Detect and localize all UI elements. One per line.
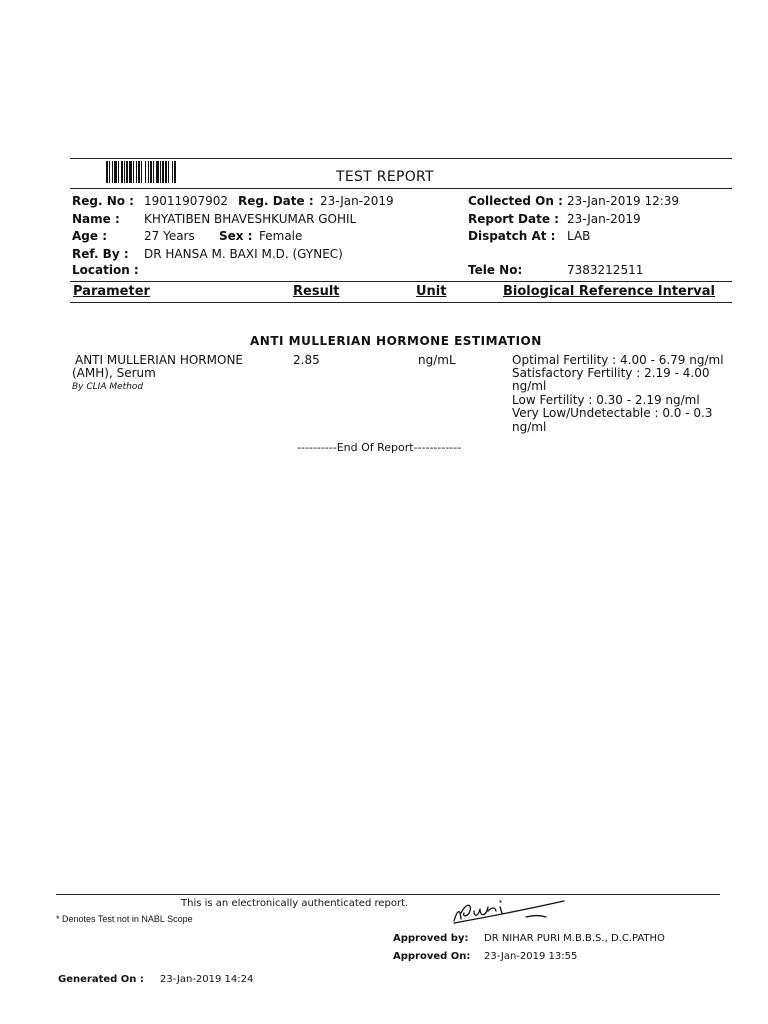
report-date-label: Report Date : bbox=[468, 212, 559, 226]
section-title: ANTI MULLERIAN HORMONE ESTIMATION bbox=[250, 334, 542, 348]
age-label: Age : bbox=[72, 229, 107, 243]
collected-on-label: Collected On : bbox=[468, 194, 563, 208]
auth-note: This is an electronically authenticated report. bbox=[181, 898, 409, 909]
ref-by-value: DR HANSA M. BAXI M.D. (GYNEC) bbox=[144, 247, 343, 261]
sex-value: Female bbox=[259, 229, 303, 243]
reg-no-label: Reg. No : bbox=[72, 194, 134, 208]
tele-value: 7383212511 bbox=[567, 263, 644, 277]
reference-line-3: ng/ml bbox=[512, 379, 547, 393]
table-header-rule bbox=[70, 302, 732, 303]
nabl-note: * Denotes Test not in NABL Scope bbox=[56, 914, 193, 924]
sex-label: Sex : bbox=[219, 229, 253, 243]
end-of-report: ----------End Of Report------------ bbox=[297, 441, 462, 454]
barcode bbox=[106, 161, 198, 183]
report-title: TEST REPORT bbox=[336, 169, 434, 185]
top-rule bbox=[70, 158, 732, 159]
signature bbox=[448, 895, 566, 929]
approved-on-label: Approved On: bbox=[393, 951, 471, 962]
name-label: Name : bbox=[72, 212, 120, 226]
col-header-unit: Unit bbox=[416, 284, 447, 299]
report-date-value: 23-Jan-2019 bbox=[567, 212, 641, 226]
reg-no-value: 19011907902 bbox=[144, 194, 228, 208]
generated-on-value: 23-Jan-2019 14:24 bbox=[160, 974, 254, 985]
dispatch-label: Dispatch At : bbox=[468, 229, 556, 243]
info-rule bbox=[70, 281, 732, 282]
tele-label: Tele No: bbox=[468, 263, 523, 277]
header-rule bbox=[70, 188, 732, 189]
parameter-name-cont: (AMH), Serum bbox=[72, 366, 156, 380]
name-value: KHYATIBEN BHAVESHKUMAR GOHIL bbox=[144, 212, 357, 226]
collected-on-value: 23-Jan-2019 12:39 bbox=[567, 194, 680, 208]
reference-line-2: Satisfactory Fertility : 2.19 - 4.00 bbox=[512, 366, 710, 380]
reg-date-value: 23-Jan-2019 bbox=[320, 194, 394, 208]
dispatch-value: LAB bbox=[567, 229, 591, 243]
approved-by-label: Approved by: bbox=[393, 933, 469, 944]
barcode-bar bbox=[174, 161, 176, 183]
result-value: 2.85 bbox=[293, 353, 320, 367]
reference-line-1: Optimal Fertility : 4.00 - 6.79 ng/ml bbox=[512, 353, 724, 367]
col-header-parameter: Parameter bbox=[73, 284, 150, 299]
ref-by-label: Ref. By : bbox=[72, 247, 129, 261]
approved-on-value: 23-Jan-2019 13:55 bbox=[484, 951, 578, 962]
approved-by-value: DR NIHAR PURI M.B.B.S., D.C.PATHO bbox=[484, 933, 665, 944]
col-header-reference: Biological Reference Interval bbox=[503, 284, 715, 299]
method-note: By CLIA Method bbox=[72, 382, 144, 392]
reg-date-label: Reg. Date : bbox=[238, 194, 314, 208]
unit-value: ng/mL bbox=[418, 353, 456, 367]
footer-rule bbox=[56, 894, 720, 895]
reference-line-5: Very Low/Undetectable : 0.0 - 0.3 bbox=[512, 406, 713, 420]
signature-drawing bbox=[448, 895, 566, 929]
reference-line-6: ng/ml bbox=[512, 420, 547, 434]
col-header-result: Result bbox=[293, 284, 340, 299]
reference-line-4: Low Fertility : 0.30 - 2.19 ng/ml bbox=[512, 393, 700, 407]
age-value: 27 Years bbox=[144, 229, 195, 243]
generated-on-label: Generated On : bbox=[58, 974, 144, 985]
location-label: Location : bbox=[72, 263, 139, 277]
parameter-name: ANTI MULLERIAN HORMONE bbox=[75, 353, 243, 367]
